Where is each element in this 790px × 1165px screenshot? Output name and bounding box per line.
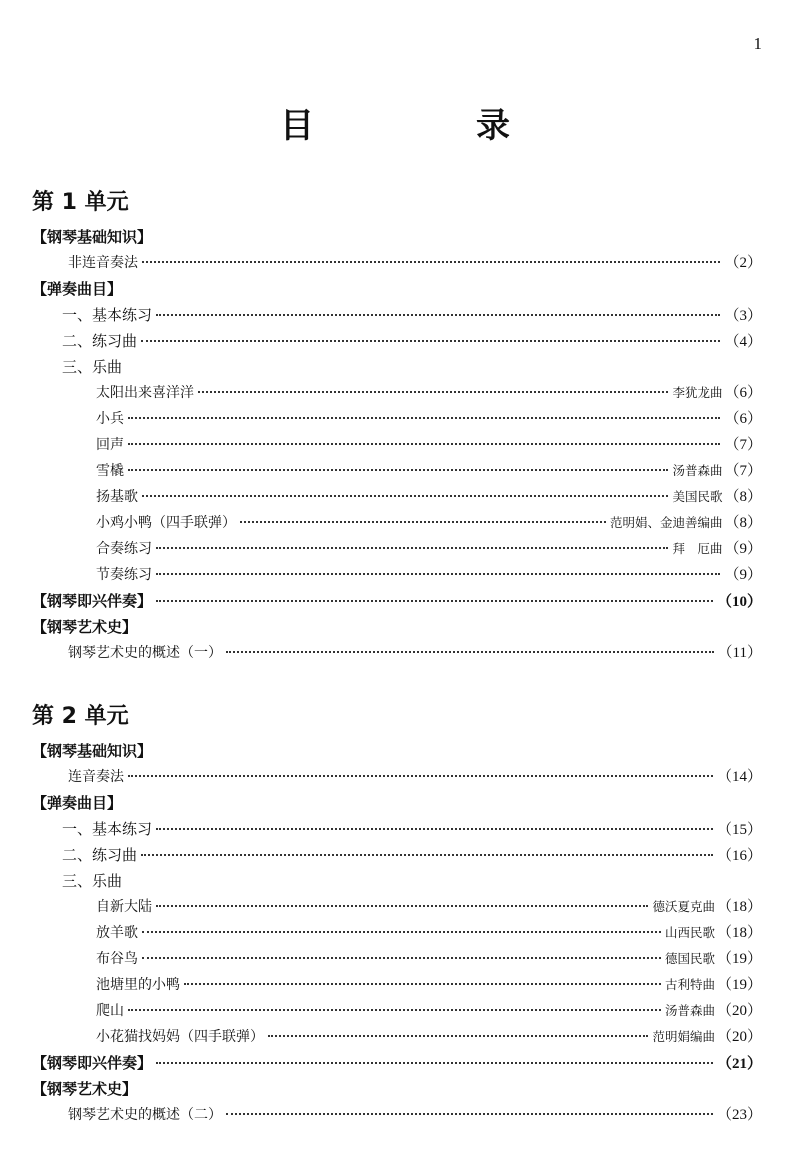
dot-leader (226, 651, 714, 653)
dot-leader (142, 261, 720, 263)
toc-entry-title: 非连音奏法 (68, 255, 138, 271)
toc-entry-composer: 美国民歌 (672, 489, 723, 504)
dot-leader (156, 828, 713, 830)
unit-heading: 第 1 单元 (32, 190, 129, 215)
toc-entry-composer: 汤普森曲 (664, 1003, 715, 1018)
toc-entry-page: （14） (716, 769, 762, 785)
dot-leader (128, 443, 720, 445)
toc-entry-composer: 拜 厄曲 (672, 541, 723, 556)
toc-entry[interactable] (32, 640, 762, 666)
dot-leader (268, 1035, 648, 1037)
toc-entry-title: 【钢琴艺术史】 (32, 618, 138, 636)
toc-entry-title: 雪橇 (96, 463, 124, 479)
dot-leader (141, 854, 713, 856)
toc-entry[interactable] (32, 328, 762, 354)
toc-entry-composer: 古利特曲 (664, 977, 715, 992)
toc-entry-page: （21） (716, 1056, 762, 1072)
toc-entry-page: （15） (716, 822, 762, 838)
toc-entry[interactable] (32, 1050, 762, 1076)
toc-entry-title: 【钢琴基础知识】 (32, 228, 153, 246)
toc-entry-title: 合奏练习 (96, 541, 152, 557)
toc-entry[interactable] (32, 484, 762, 510)
toc-entry-page: （16） (716, 848, 762, 864)
toc-entry-title: 三、乐曲 (62, 358, 123, 376)
toc-entry-title: 爬山 (96, 1003, 124, 1019)
toc-entry[interactable] (32, 998, 762, 1024)
toc-entry-page: （20） (716, 1003, 762, 1019)
toc-entry-page: （4） (724, 334, 762, 350)
toc-entry[interactable] (32, 920, 762, 946)
toc-entry-composer: 山西民歌 (664, 925, 715, 940)
toc-entry-composer: 德国民歌 (664, 951, 715, 966)
toc-entry-page: （20） (716, 1029, 762, 1045)
dot-leader (240, 521, 606, 523)
toc-entry-composer: 德沃夏克曲 (652, 899, 715, 914)
toc-entry-title: 【钢琴艺术史】 (32, 1080, 138, 1098)
toc-entry-title: 【钢琴即兴伴奏】 (32, 1054, 153, 1072)
toc-entry-composer: 汤普森曲 (672, 463, 723, 478)
toc-entry[interactable] (32, 250, 762, 276)
toc-entry-title: 【弹奏曲目】 (32, 794, 123, 812)
unit-2 (32, 700, 762, 1128)
toc-entry-title: 自新大陆 (96, 899, 152, 915)
toc-entry[interactable] (32, 1102, 762, 1128)
toc-entry-page: （18） (716, 899, 762, 915)
toc-entry[interactable] (32, 510, 762, 536)
dot-leader (156, 547, 668, 549)
toc-entry-page: （9） (724, 567, 762, 583)
toc-entry[interactable] (32, 432, 762, 458)
toc-entry-title: 布谷鸟 (96, 951, 138, 967)
toc-entry-title: 节奏练习 (96, 567, 152, 583)
unit-1 (32, 186, 762, 666)
unit-heading: 第 2 单元 (32, 704, 129, 729)
dot-leader (156, 905, 648, 907)
toc-entry-composer: 李犹龙曲 (672, 385, 723, 400)
toc-entry-page: （23） (716, 1107, 762, 1123)
toc-entry-page: （8） (724, 515, 762, 531)
toc-entry[interactable] (32, 1076, 762, 1102)
toc-entry[interactable] (32, 738, 762, 764)
toc-entry-title: 放羊歌 (96, 925, 138, 941)
toc-entry[interactable] (32, 458, 762, 484)
toc-entry-page: （7） (724, 437, 762, 453)
dot-leader (156, 600, 713, 602)
toc-entry[interactable] (32, 790, 762, 816)
toc-entry-page: （3） (724, 308, 762, 324)
toc-entry-composer: 范明娟、金迪善编曲 (609, 515, 723, 530)
dot-leader (141, 340, 720, 342)
toc-entry[interactable] (32, 536, 762, 562)
toc-entry-page: （19） (716, 977, 762, 993)
toc-entry-title: 池塘里的小鸭 (96, 977, 180, 993)
toc-entry-page: （18） (716, 925, 762, 941)
toc-entries (32, 738, 762, 1128)
toc-entry-page: （9） (724, 541, 762, 557)
page-number: 1 (753, 34, 762, 53)
toc-entry[interactable] (32, 614, 762, 640)
toc-entry-page: （8） (724, 489, 762, 505)
dot-leader (142, 957, 661, 959)
toc-entry-page: （10） (716, 594, 762, 610)
toc-entry-title: 小花猫找妈妈（四手联弹） (96, 1029, 264, 1045)
toc-entry-title: 一、基本练习 (62, 820, 153, 838)
toc-entry-page: （6） (724, 385, 762, 401)
toc-entry[interactable] (32, 816, 762, 842)
toc-entry[interactable] (32, 972, 762, 998)
dot-leader (128, 469, 668, 471)
toc-entry-title: 小鸡小鸭（四手联弹） (96, 515, 236, 531)
dot-leader (226, 1113, 713, 1115)
toc-entry[interactable] (32, 406, 762, 432)
dot-leader (156, 1062, 713, 1064)
toc-entry[interactable] (32, 588, 762, 614)
dot-leader (184, 983, 661, 985)
toc-entry-composer: 范明娟编曲 (652, 1029, 715, 1044)
toc-entry-title: 三、乐曲 (62, 872, 123, 890)
toc-entry[interactable] (32, 302, 762, 328)
toc-entry[interactable] (32, 276, 762, 302)
toc-entry[interactable] (32, 894, 762, 920)
toc-entry-title: 钢琴艺术史的概述（一） (68, 645, 222, 661)
toc-entry-page: （19） (716, 951, 762, 967)
toc-entry-title: 太阳出来喜洋洋 (96, 385, 194, 401)
toc-entry-title: 连音奏法 (68, 769, 124, 785)
toc-entry[interactable] (32, 868, 762, 894)
toc-entry[interactable] (32, 842, 762, 868)
dot-leader (142, 931, 661, 933)
toc-entry[interactable] (32, 1024, 762, 1050)
page-title: 目 录 (280, 106, 574, 146)
toc-entry-page: （2） (724, 255, 762, 271)
toc-entry-title: 回声 (96, 437, 124, 453)
dot-leader (128, 1009, 661, 1011)
toc-entry[interactable] (32, 354, 762, 380)
toc-entry[interactable] (32, 224, 762, 250)
toc-entry-title: 扬基歌 (96, 489, 138, 505)
dot-leader (156, 314, 720, 316)
dot-leader (198, 391, 668, 393)
toc-entries (32, 224, 762, 666)
toc-entry-title: 二、练习曲 (62, 846, 138, 864)
toc-entry-title: 小兵 (96, 411, 124, 427)
toc-entry[interactable] (32, 946, 762, 972)
toc-entry[interactable] (32, 380, 762, 406)
toc-entry-page: （11） (717, 645, 762, 661)
toc-entry-page: （6） (724, 411, 762, 427)
dot-leader (142, 495, 668, 497)
toc-entry-page: （7） (724, 463, 762, 479)
toc-entry-title: 【钢琴即兴伴奏】 (32, 592, 153, 610)
dot-leader (156, 573, 720, 575)
dot-leader (128, 775, 713, 777)
toc-entry-title: 二、练习曲 (62, 332, 138, 350)
toc-entry[interactable] (32, 562, 762, 588)
toc-entry-title: 【弹奏曲目】 (32, 280, 123, 298)
toc-entry-title: 钢琴艺术史的概述（二） (68, 1107, 222, 1123)
dot-leader (128, 417, 720, 419)
toc-entry-title: 一、基本练习 (62, 306, 153, 324)
toc-entry[interactable] (32, 764, 762, 790)
toc-entry-title: 【钢琴基础知识】 (32, 742, 153, 760)
